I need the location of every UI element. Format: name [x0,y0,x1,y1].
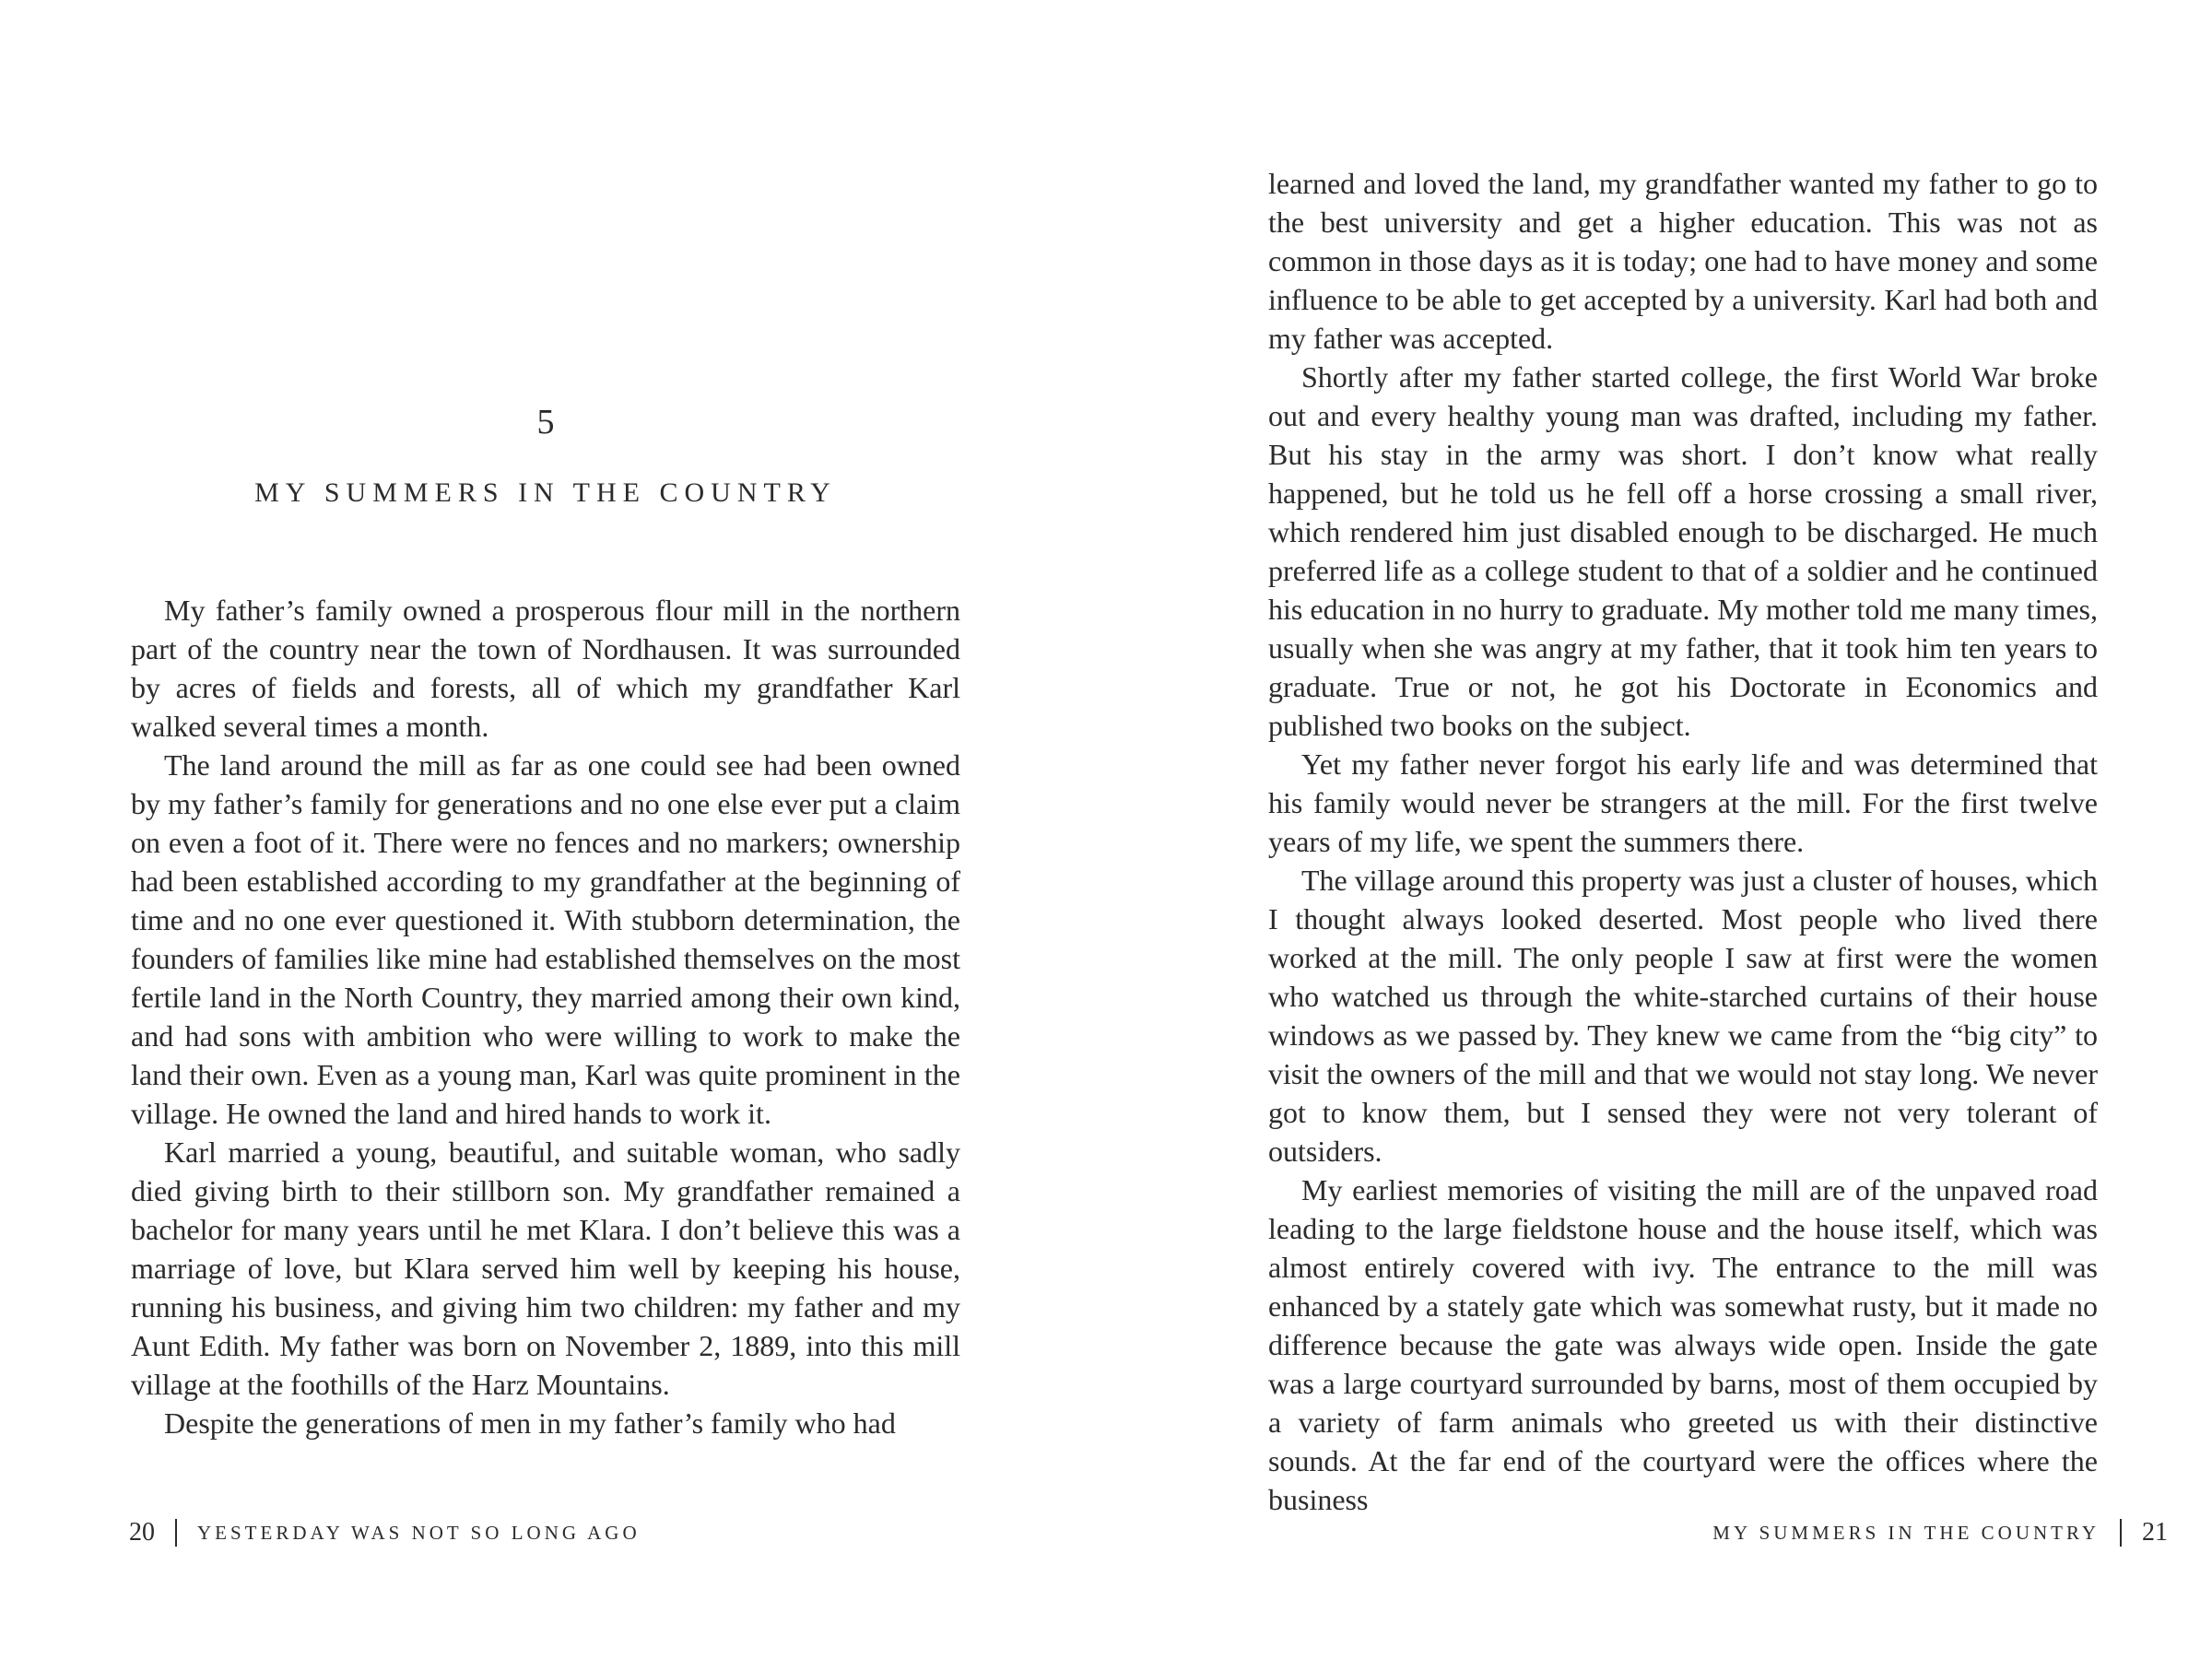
paragraph: The village around this property was just a cluster of houses, which I thought always looked deserted. Most people who lived there worked at the mill. The only people I saw at first were the women who watched us through the white-starched curtains of their house windows as we passed by. They knew we came from the “big city” to visit the owners of the mill and that we would not stay long. We never got to know them, but I sensed they were not very tolerant of outsiders. [1268,864,2098,1168]
paragraph: My father’s family owned a prosperous flour mill in the northern part of the country near the town of Nordhausen. It was surrounded by acres of fields and forests, all of which my grandfather Karl walked several times a month. [131,594,960,743]
folio-divider [2120,1519,2122,1547]
left-page-body [131,591,960,1442]
right-folio [1712,1517,2168,1548]
chapter-title: MY SUMMERS IN THE COUNTRY [254,477,837,508]
paragraph: The land around the mill as far as one could see had been owned by my father’s family for generations and no one else ever put a claim on even a foot of it. There were no fences and no markers; ownership had been established according to my grandfather at the beginning of time and no one ever questioned it. With stubborn determination, the founders of families like mine had established themselves on the most fertile land in the North Country, they married among their own kind, and had sons with ambition who were willing to work to make the land their own. Even as a young man, Karl was quite prominent in the village. He owned the land and hired hands to work it. [131,748,960,1130]
right-page-body [1268,164,2098,1519]
running-head: YESTERDAY WAS NOT SO LONG AGO [197,1522,641,1544]
folio-divider [175,1519,177,1547]
paragraph: Yet my father never forgot his early life and was determined that his family would never be strangers at the mill. For the first twelve years of my life, we spent the summers there. [1268,747,2098,858]
paragraph: Karl married a young, beautiful, and suitable woman, who sadly died giving birth to their stillborn son. My grandfather remained a bachelor for many years until he met Klara. I don’t believe this was a marriage of love, but Klara served him well by keeping his house, running his business, and giving him two children: my father and my Aunt Edith. My father was born on November 2, 1889, into this mill village at the foothills of the Harz Mountains. [131,1135,960,1401]
paragraph: learned and loved the land, my grandfather wanted my father to go to the best university and get a higher education. This was not as common in those days as it is today; one had to have money and some influence to be able to get accepted by a university. Karl had both and my father was accepted. [1268,167,2098,355]
page-number: 20 [129,1518,155,1547]
running-head: MY SUMMERS IN THE COUNTRY [1712,1522,2100,1544]
paragraph: Shortly after my father started college, the first World War broke out and every healthy young man was drafted, including my father. But his stay in the army was short. I don’t know what really happened, but he told us he fell off a horse crossing a small river, which rendered him just disabled enough to be discharged. He much preferred life as a college student to that of a soldier and he continued his education in no hurry to graduate. My mother told me many times, usually when she was angry at my father, that it took him ten years to graduate. True or not, he got his Doctorate in Economics and published two books on the subject. [1268,360,2098,742]
paragraph: Despite the generations of men in my father’s family who had [164,1406,896,1440]
page-number: 21 [2142,1518,2168,1547]
left-folio [129,1517,641,1548]
paragraph: My earliest memories of visiting the mill are of the unpaved road leading to the large fieldstone house and the house itself, which was almost entirely covered with ivy. The entrance to the mill was enhanced by a stately gate which was somewhat rusty, but it made no difference because the gate was always wide open. Inside the gate was a large courtyard surrounded by barns, most of them occupied by a variety of farm animals who greeted us with their distinctive sounds. At the far end of the courtyard were the offices where the business [1268,1173,2098,1516]
chapter-number: 5 [536,403,555,441]
right-page [1106,0,2212,1659]
